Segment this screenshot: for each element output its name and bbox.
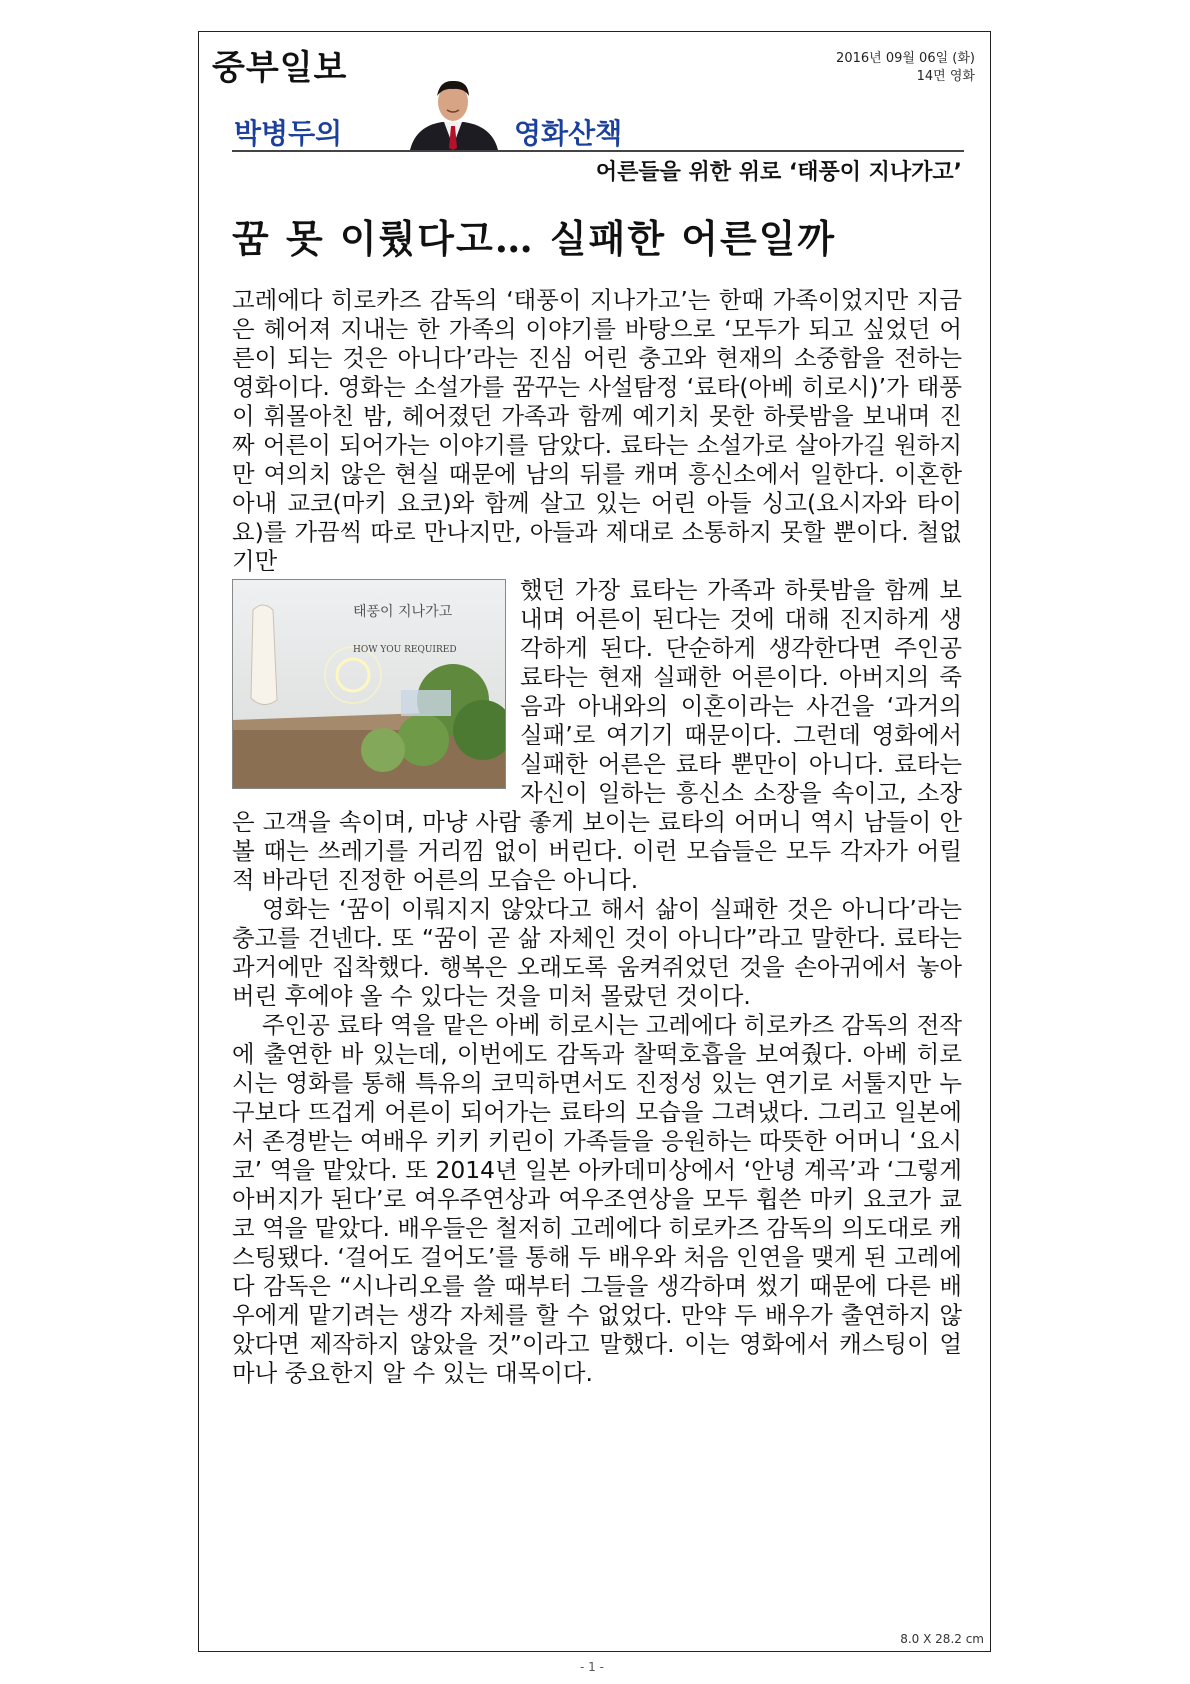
page-section: 14면 영화	[916, 69, 975, 84]
clipping-size: 8.0 X 28.2 cm	[900, 1632, 984, 1646]
newspaper-masthead: 중부일보	[212, 48, 348, 88]
dateline	[836, 50, 975, 86]
movie-poster-photo	[232, 579, 506, 789]
page-number: - 1 -	[580, 1660, 604, 1674]
article-headline: 꿈 못 이뤘다고… 실패한 어른일까	[232, 216, 837, 261]
paragraph-1-b: 했던 가장 료타는 가족과 하룻밤을 함께 보내며 어른이 된다는 것에 대해 진지하게 생각하게 된다. 단순하게 생각한다면 주인공 료타는 현재 실패한 어른이다. 아버지의 죽음과 아내와의 이혼이라는 사건을 ‘과거의 실패’로 여기기 때문이다. 그런데 영화에서 실패한 어른은 료타 뿐만이 아니다. 료타는 자신이 일하는 흥신소 소장을 속이고, 소장은 고객을 속이며, 마냥 사람 좋게 보이는 료타의 어머니 역시 남들이 안 볼 때는 쓰레기를 거리낌 없이 버린다. 이런 모습들은 모두 각자가 어릴 적 바라던 진정한 어른의 모습은 아니다.	[232, 576, 962, 894]
publication-date: 2016년 09월 06일 (화)	[836, 51, 975, 66]
author-portrait	[402, 76, 504, 150]
poster-title: 태풍이 지나가고	[353, 604, 453, 620]
paragraph-3: 주인공 료타 역을 맡은 아베 히로시는 고레에다 히로카즈 감독의 전작에 출연한 바 있는데, 이번에도 감독과 찰떡호흡을 보여줬다. 아베 히로시는 영화를 통해 특유의 코믹하면서도 진정성 있는 연기로 서툴지만 누구보다 뜨겁게 어른이 되어가는 료타의 모습을 그려냈다. 그리고 일본에서 존경받는 여배우 키키 키린이 가족들을 응원하는 따뜻한 어머니 ‘요시코’ 역을 맡았다. 또 2014년 일본 아카데미상에서 ‘안녕 계곡’과 ‘그렇게 아버지가 된다’로 여우주연상과 여우조연상을 모두 휩쓴 마키 요코가 쿄코 역을 맡았다. 배우들은 철저히 고레에다 히로카즈 감독의 의도대로 캐스팅됐다. ‘걸어도 걸어도’를 통해 두 배우와 처음 인연을 맺게 된 고레에다 감독은 “시나리오를 쓸 때부터 그들을 생각하며 썼기 때문에 다른 배우에게 맡기려는 생각 자체를 할 수 없었다. 만약 두 배우가 출연하지 않았다면 제작하지 않았을 것”이라고 말했다. 이는 영화에서 캐스팅이 얼마나 중요한지 알 수 있는 대목이다.	[232, 1011, 962, 1387]
column-title-section: 영화산책	[514, 117, 623, 150]
article-subhead: 어른들을 위한 위로 ‘태풍이 지나가고’	[595, 160, 962, 185]
paragraph-2: 영화는 ‘꿈이 이뤄지지 않았다고 해서 삶이 실패한 것은 아니다’라는 충고를 건넨다. 또 “꿈이 곧 삶 자체인 것이 아니다”라고 말한다. 료타는 과거에만 집착했다. 행복은 오래도록 움켜쥐었던 것을 손아귀에서 놓아버린 후에야 올 수 있다는 것을 미처 몰랐던 것이다.	[232, 895, 962, 1010]
column-title-author: 박병두의	[234, 117, 343, 150]
header-rule	[232, 150, 964, 152]
article-body	[232, 286, 962, 1616]
poster-subtitle: HOW YOU REQUIRED	[353, 645, 457, 655]
paragraph-1-a: 고레에다 히로카즈 감독의 ‘태풍이 지나가고’는 한때 가족이었지만 지금은 헤어져 지내는 한 가족의 이야기를 바탕으로 ‘모두가 되고 싶었던 어른이 되는 것은 아니다’라는 진심 어린 충고와 현재의 소중함을 전하는 영화이다. 영화는 소설가를 꿈꾸는 사설탐정 ‘료타(아베 히로시)’가 태풍이 휘몰아친 밤, 헤어졌던 가족과 함께 예기치 못한 하룻밤을 보내며 진짜 어른이 되어가는 이야기를 담았다. 료타는 소설가로 살아가길 원하지만 여의치 않은 현실 때문에 남의 뒤를 캐며 흥신소에서 일한다. 이혼한 아내 교코(마키 요코)와 함께 살고 있는 어린 아들 싱고(요시자와 타이요)를 가끔씩 따로 만나지만, 아들과 제대로 소통하지 못할 뿐이다. 철없기만	[232, 286, 962, 575]
